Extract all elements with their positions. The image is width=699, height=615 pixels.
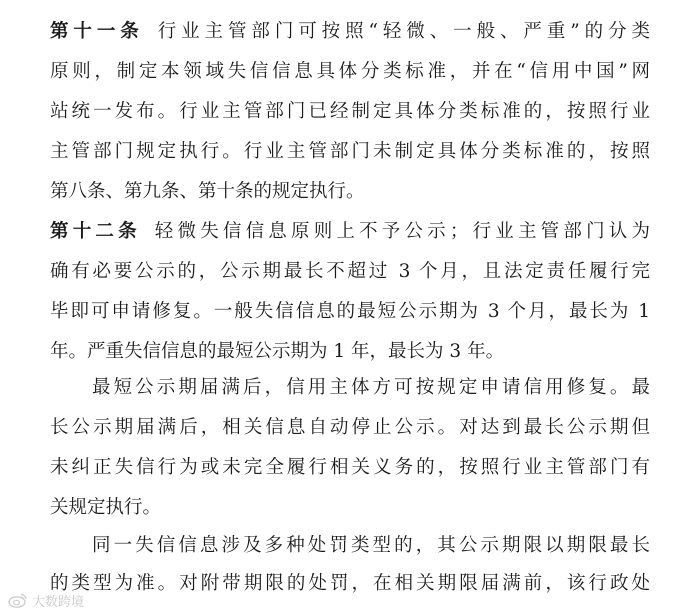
- article-11-line-5: 第八条、第九条、第十条的规定执行。: [50, 181, 365, 202]
- article-11-heading: 第十一条: [50, 21, 144, 42]
- article-11-line-3: 站统一发布。行业主管部门已经制定具体分类标准的，按照行业: [50, 101, 650, 122]
- article-12-line-3: 毕即可申请修复。一般失信信息的最短公示期为 3 个月，最长为 1: [50, 301, 650, 322]
- paragraph-3-line-4: 关规定执行。: [50, 497, 162, 518]
- paragraph-4-line-2: 的类型为准。对附带期限的处罚，在相关期限届满前，该行政处: [50, 573, 650, 594]
- paragraph-3-line-1: 最短公示期届满后，信用主体方可按规定申请信用修复。最: [92, 377, 650, 398]
- article-12-line-2: 确有必要公示的，公示期最长不超过 3 个月，且法定责任履行完: [50, 261, 650, 282]
- article-11-line-1: [50, 12, 650, 52]
- weibo-logo-icon: [8, 592, 28, 608]
- article-12-heading: 第十二条: [50, 221, 141, 242]
- watermark: [8, 590, 84, 610]
- article-12-line-4: 年。严重失信信息的最短公示期为 1 年，最长为 3 年。: [50, 341, 505, 362]
- paragraph-3-line-3: 未纠正失信行为或未完全履行相关义务的，按照行业主管部门有: [50, 457, 650, 478]
- article-12-line-1: [50, 212, 650, 252]
- article-11-text: 行业主管部门可按照“轻微、一般、严重”的分类: [157, 21, 650, 42]
- watermark-text: 大数跨境: [32, 594, 85, 610]
- paragraph-4-line-1: 同一失信信息涉及多种处罚类型的，其公示期限以期限最长: [92, 535, 650, 556]
- paragraph-3-line-2: 长公示期届满后，相关信息自动停止公示。对达到最长公示期但: [50, 417, 650, 438]
- article-11-line-2: 原则，制定本领域失信信息具体分类标准，并在“信用中国”网: [50, 61, 650, 82]
- article-11-line-4: 主管部门规定执行。行业主管部门未制定具体分类标准的，按照: [50, 141, 650, 162]
- article-12-text: 轻微失信信息原则上不予公示；行业主管部门认为: [154, 221, 650, 242]
